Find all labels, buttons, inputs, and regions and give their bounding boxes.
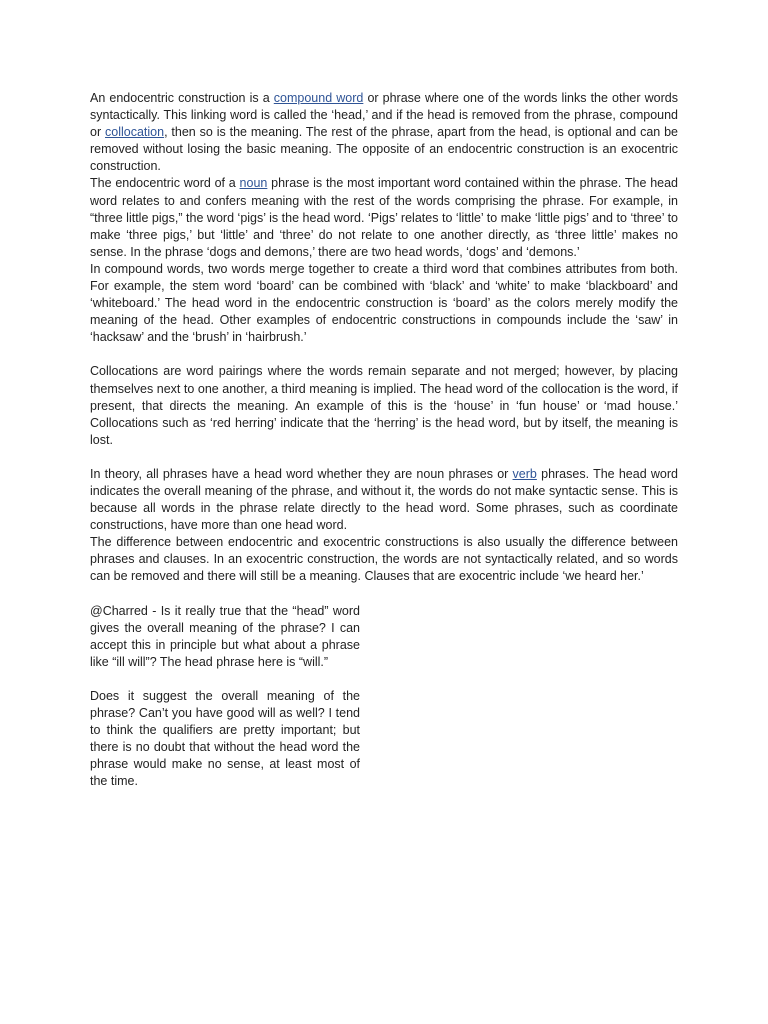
paragraph-endocentric-definition bbox=[90, 90, 678, 175]
comment-charred: @Charred - Is it really true that the “head” word gives the overall meaning of the phrase? I can accept this in principle but what about a phrase like “ill will”? The head phrase here is “will.” bbox=[90, 603, 360, 669]
paragraph-text: phrases. The head word indicates the overall meaning of the phrase, and without it, the words do not make syntactic sense. This is because all words in the phrase relate directly to the head word. Some phrases, such as coordinate constructions, have more than one head word. bbox=[90, 466, 678, 533]
paragraph-text: phrase is the most important word contained within the phrase. The head word relates to and confers meaning with the rest of the words comprising the phrase. For example, in “three little pigs,” the word ‘pigs’ is the head word. ‘Pigs’ relates to ‘little’ to make ‘little pigs’ and to ‘three’ to make ‘three pigs,’ but ‘little’ and ‘three’ do not relate to one another directly, as ‘three little’ makes no sense. In the phrase ‘dogs and demons,’ there are two head words, ‘dogs’ and ‘demons.’ bbox=[90, 176, 679, 259]
paragraph-head-word-theory bbox=[90, 466, 678, 534]
paragraph-collocations: Collocations are word pairings where the words remain separate and not merged; however, by placing themselves next to one another, a third meaning is implied. The head word of the collocation is the word, if present, that directs the meaning. An example of this is the ‘house’ in ‘fun house’ or ‘mad house.’ Collocations such as ‘red herring’ indicate that the ‘herring’ is the head word, but by itself, the meaning is lost. bbox=[90, 364, 678, 447]
paragraph-text: , then so is the meaning. The rest of the phrase, apart from the head, is optional and can be removed without losing the basic meaning. The opposite of an endocentric construction is an exocentric construction. bbox=[90, 125, 678, 174]
link-noun[interactable]: noun bbox=[239, 176, 268, 191]
paragraph-text: or phrase where one of the words links the other words syntactically. This linking word is called the ‘head,’ and if the head is removed from the phrase, compound or bbox=[90, 91, 678, 140]
link-verb[interactable]: verb bbox=[512, 466, 537, 481]
paragraph-compound-words: In compound words, two words merge together to create a third word that combines attributes from both. For example, the stem word ‘board’ can be combined with ‘black’ and ‘white’ to make ‘blackboard’ and ‘whiteboard.’ The head word in the endocentric construction is ‘board’ as the colors merely modify the meaning of the head. Other examples of endocentric constructions in compounds include the ‘saw’ in ‘hacksaw’ and the ‘brush’ in ‘hairbrush.’ bbox=[90, 261, 678, 345]
link-compound-word[interactable]: compound word bbox=[273, 91, 364, 105]
paragraph-text: An endocentric construction is a bbox=[90, 91, 274, 105]
paragraph-text: The endocentric word of a bbox=[90, 176, 240, 191]
link-collocation[interactable]: collocation bbox=[105, 125, 165, 140]
document-body bbox=[90, 90, 678, 790]
paragraph-phrases-clauses: The difference between endocentric and exocentric constructions is also usually the difference between phrases and clauses. In an exocentric construction, the words are not syntactically related, and so words can be removed and there will still be a meaning. Clauses that are exocentric include ‘we heard her.’ bbox=[90, 535, 678, 584]
paragraph-gap bbox=[90, 346, 678, 363]
paragraph-noun-phrase bbox=[90, 175, 678, 260]
paragraph-text: In theory, all phrases have a head word whether they are noun phrases or bbox=[90, 466, 513, 481]
comment-reply: Does it suggest the overall meaning of the phrase? Can’t you have good will as well? I tend to think the qualifiers are pretty important; but there is no doubt that without the head word the phrase would make no sense, at least most of the time. bbox=[90, 688, 360, 789]
paragraph-gap bbox=[90, 449, 678, 466]
paragraph-gap bbox=[90, 586, 678, 603]
paragraph-gap bbox=[90, 671, 678, 688]
